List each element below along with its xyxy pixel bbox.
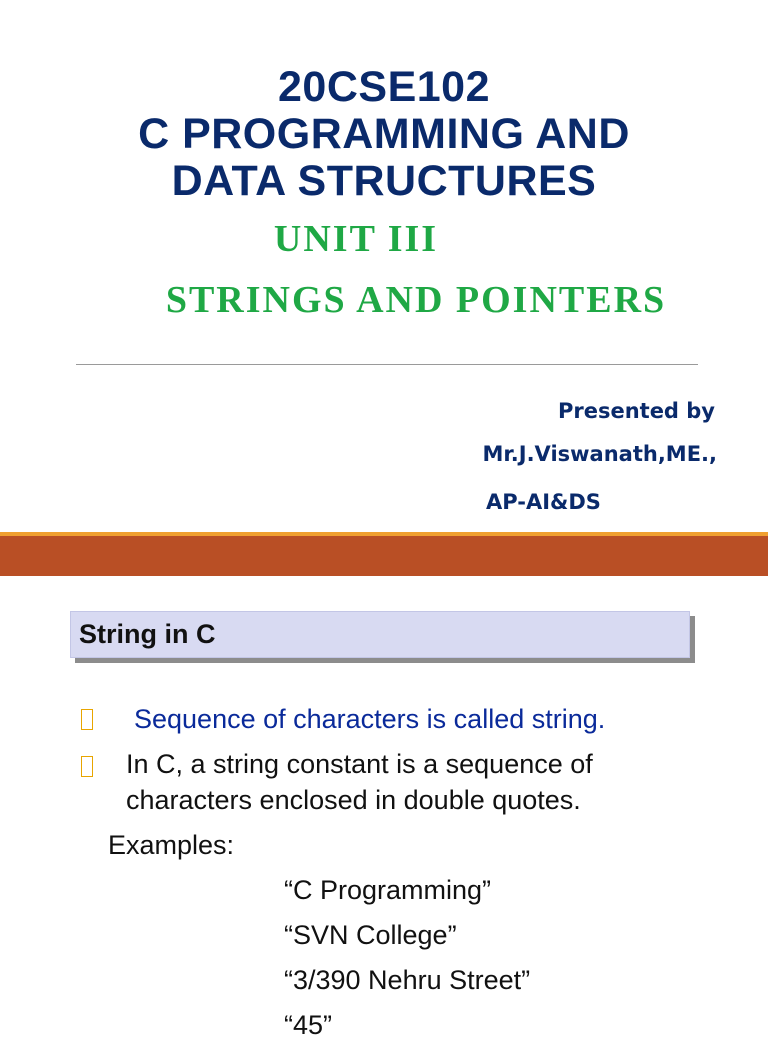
slide-heading: String in C xyxy=(79,619,216,649)
example-item: “45” xyxy=(284,1010,333,1040)
example-item: “C Programming” xyxy=(284,875,492,905)
heading-box xyxy=(70,611,690,658)
bullet-text-2-cont: characters enclosed in double quotes. xyxy=(126,785,581,815)
content-slide xyxy=(0,576,768,1040)
bullet-text-1: Sequence of characters is called string. xyxy=(134,704,606,734)
presented-by-label: Presented by xyxy=(557,399,715,423)
example-item: “3/390 Nehru Street” xyxy=(284,965,531,995)
slide-separator-band xyxy=(0,536,768,576)
unit-number: UNIT III xyxy=(273,218,439,260)
square-bullet-icon xyxy=(81,756,93,777)
example-item: “SVN College” xyxy=(284,920,457,950)
presenter-name: Mr.J.Viswanath,ME., xyxy=(482,442,717,466)
course-code: 20CSE102 xyxy=(278,63,490,111)
unit-title: STRINGS AND POINTERS xyxy=(165,279,667,321)
divider-line xyxy=(76,364,698,365)
presenter-designation: AP-AI&DS xyxy=(486,490,601,514)
square-bullet-icon xyxy=(81,709,93,730)
course-title-line2: DATA STRUCTURES xyxy=(171,157,597,205)
examples-label: Examples: xyxy=(108,830,235,860)
bullet-text-2: In C, a string constant is a sequence of xyxy=(126,749,593,779)
course-title-line1: C PROGRAMMING AND xyxy=(138,110,630,158)
